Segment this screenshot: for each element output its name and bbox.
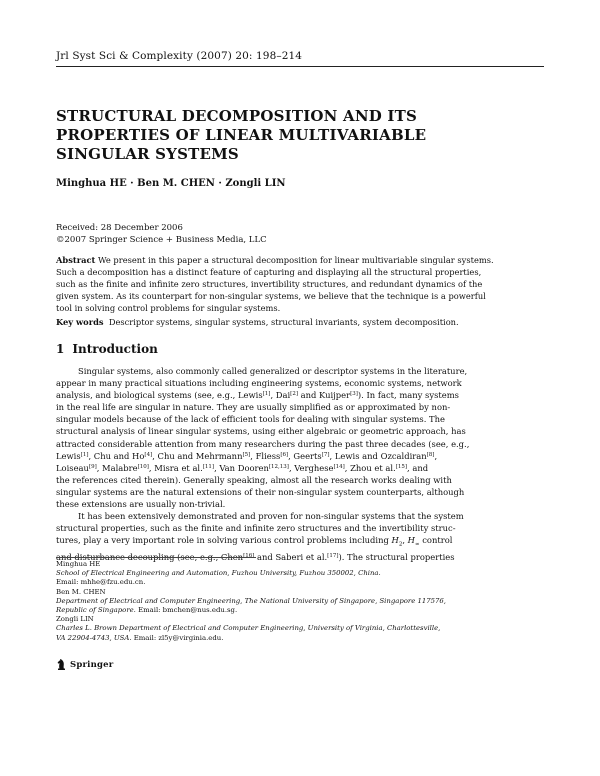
citation: [15] — [395, 463, 408, 470]
citation: [1] — [262, 391, 271, 398]
section-heading — [56, 342, 158, 356]
citation: [11] — [202, 463, 215, 470]
springer-wordmark: Springer — [70, 659, 114, 670]
body-line: these extensions are usually non-trivial. — [56, 499, 226, 510]
header-rule — [56, 66, 544, 67]
footnote-name: Zongli LIN — [56, 615, 94, 624]
body-line: singular systems are the natural extensions of their non-singular system counterparts, although — [56, 486, 465, 497]
journal-header: Jrl Syst Sci & Complexity (2007) 20: 198–214 — [56, 50, 303, 62]
body-line: singular models because of the lack of efficient tools for dealing with singular systems. The — [56, 414, 445, 425]
citation: [10] — [137, 463, 149, 470]
knight-chess-icon — [56, 658, 67, 671]
body-line: analysis, and biological systems (see, e.g., Lewis[1], Dai[2] and Kuijper[3]). In fact, many systems — [56, 390, 459, 401]
footnote-affiliation: Charles L. Brown Department of Electrical and Computer Engineering, University of Virginia, Charlottesville, — [56, 624, 441, 633]
author-list: Minghua HE · Ben M. CHEN · Zongli LIN — [56, 178, 286, 189]
citation: [16] — [243, 553, 255, 560]
body-line: attracted considerable attention from many researchers during the past three decades (see, e.g., — [56, 438, 470, 449]
author-footnotes — [56, 560, 544, 643]
abstract-label: Abstract — [56, 255, 96, 265]
citation: [3] — [350, 391, 358, 398]
body-line: It has been extensively demonstrated and proven for non-singular systems that the system — [78, 511, 464, 522]
springer-logo — [56, 658, 113, 671]
keywords-label: Key words — [56, 317, 104, 327]
keywords — [56, 317, 459, 327]
citation: [6] — [280, 451, 289, 458]
keywords-text: Descriptor systems, singular systems, structural invariants, system decomposition. — [108, 317, 459, 327]
abstract-line: tool in solving control problems for singular systems. — [56, 303, 281, 313]
body-line: appear in many practical situations including engineering systems, economic systems, network — [56, 378, 462, 389]
footnote-email: Email: mhhe@fzu.edu.cn. — [56, 578, 146, 587]
citation: [8] — [426, 451, 435, 458]
citation: [14] — [333, 463, 345, 470]
introduction-text — [56, 365, 544, 563]
title-line: STRUCTURAL DECOMPOSITION AND ITS — [56, 107, 418, 125]
received-info — [56, 222, 267, 246]
body-line: in the real life are singular in nature. They are usually simplified as or approximated by non- — [56, 402, 451, 413]
received-date: Received: 28 December 2006 — [56, 223, 183, 233]
abstract-line: Such a decomposition has a distinct feature of capturing and displaying all the structural properties, — [56, 267, 482, 277]
citation: [2] — [290, 391, 298, 398]
body-line: Singular systems, also commonly called generalized or descriptor systems in the literature, — [78, 366, 468, 376]
abstract-line: given system. As its counterpart for non-singular systems, we believe that the technique is a powerful — [56, 291, 486, 301]
citation: [12,13] — [268, 463, 289, 470]
body-line: Loiseau[9], Malabre[10], Misra et al.[11], Van Dooren[12,13], Verghese[14], Zhou et al.[15], and — [56, 462, 429, 473]
citation: [7] — [321, 451, 330, 458]
title-line: PROPERTIES OF LINEAR MULTIVARIABLE — [56, 126, 427, 144]
footnote-name: Ben M. CHEN — [56, 587, 106, 596]
citation: [4] — [144, 451, 153, 458]
footnote-affiliation: Republic of Singapore. Email: bmchen@nus.edu.sg. — [56, 606, 238, 615]
paper-title — [56, 107, 544, 164]
body-line: Lewis[1], Chu and Ho[4], Chu and Mehrmann[5], Fliess[6], Geerts[7], Lewis and Ozcaldiran[8], — [56, 450, 438, 461]
citation: [5] — [242, 451, 251, 458]
body-line: the references cited therein). Generally speaking, almost all the research works dealing with — [56, 474, 452, 485]
citation: [17] — [327, 553, 339, 560]
citation: [1] — [80, 451, 89, 458]
body-line: tures, play a very important role in solving various control problems including $H_2$, $H_\infty$ control — [56, 535, 453, 548]
body-line: and disturbance decoupling (see, e.g., Chen[16] and Saberi et al.[17]). The structural properties — [56, 552, 455, 563]
footnote-rule — [56, 557, 256, 558]
section-number: 1 — [56, 342, 65, 356]
abstract — [56, 254, 544, 314]
footnote-affiliation: VA 22904-4743, USA. Email: zl5y@virginia.edu. — [56, 633, 224, 642]
section-title: Introduction — [72, 342, 158, 356]
copyright-line: ©2007 Springer Science + Business Media, LLC — [56, 235, 267, 245]
citation: [9] — [88, 463, 97, 470]
body-line: structural analysis of linear singular systems, using either algebraic or geometric approach, has — [56, 426, 466, 437]
abstract-line: We present in this paper a structural decomposition for linear multivariable singular systems. — [98, 255, 494, 265]
footnote-affiliation: School of Electrical Engineering and Automation, Fuzhou University, Fuzhou 350002, China. — [56, 569, 381, 578]
abstract-line: such as the finite and infinite zero structures, invertibility structures, and redundant dynamics of the — [56, 279, 483, 289]
title-line: SINGULAR SYSTEMS — [56, 145, 239, 163]
body-line: structural properties, such as the finite and infinite zero structures and the invertibility struc- — [56, 523, 456, 534]
footnote-name: Minghua HE — [56, 560, 101, 568]
footnote-affiliation: Department of Electrical and Computer Engineering, The National University of Singapore, Singapore 117576, — [56, 596, 446, 605]
